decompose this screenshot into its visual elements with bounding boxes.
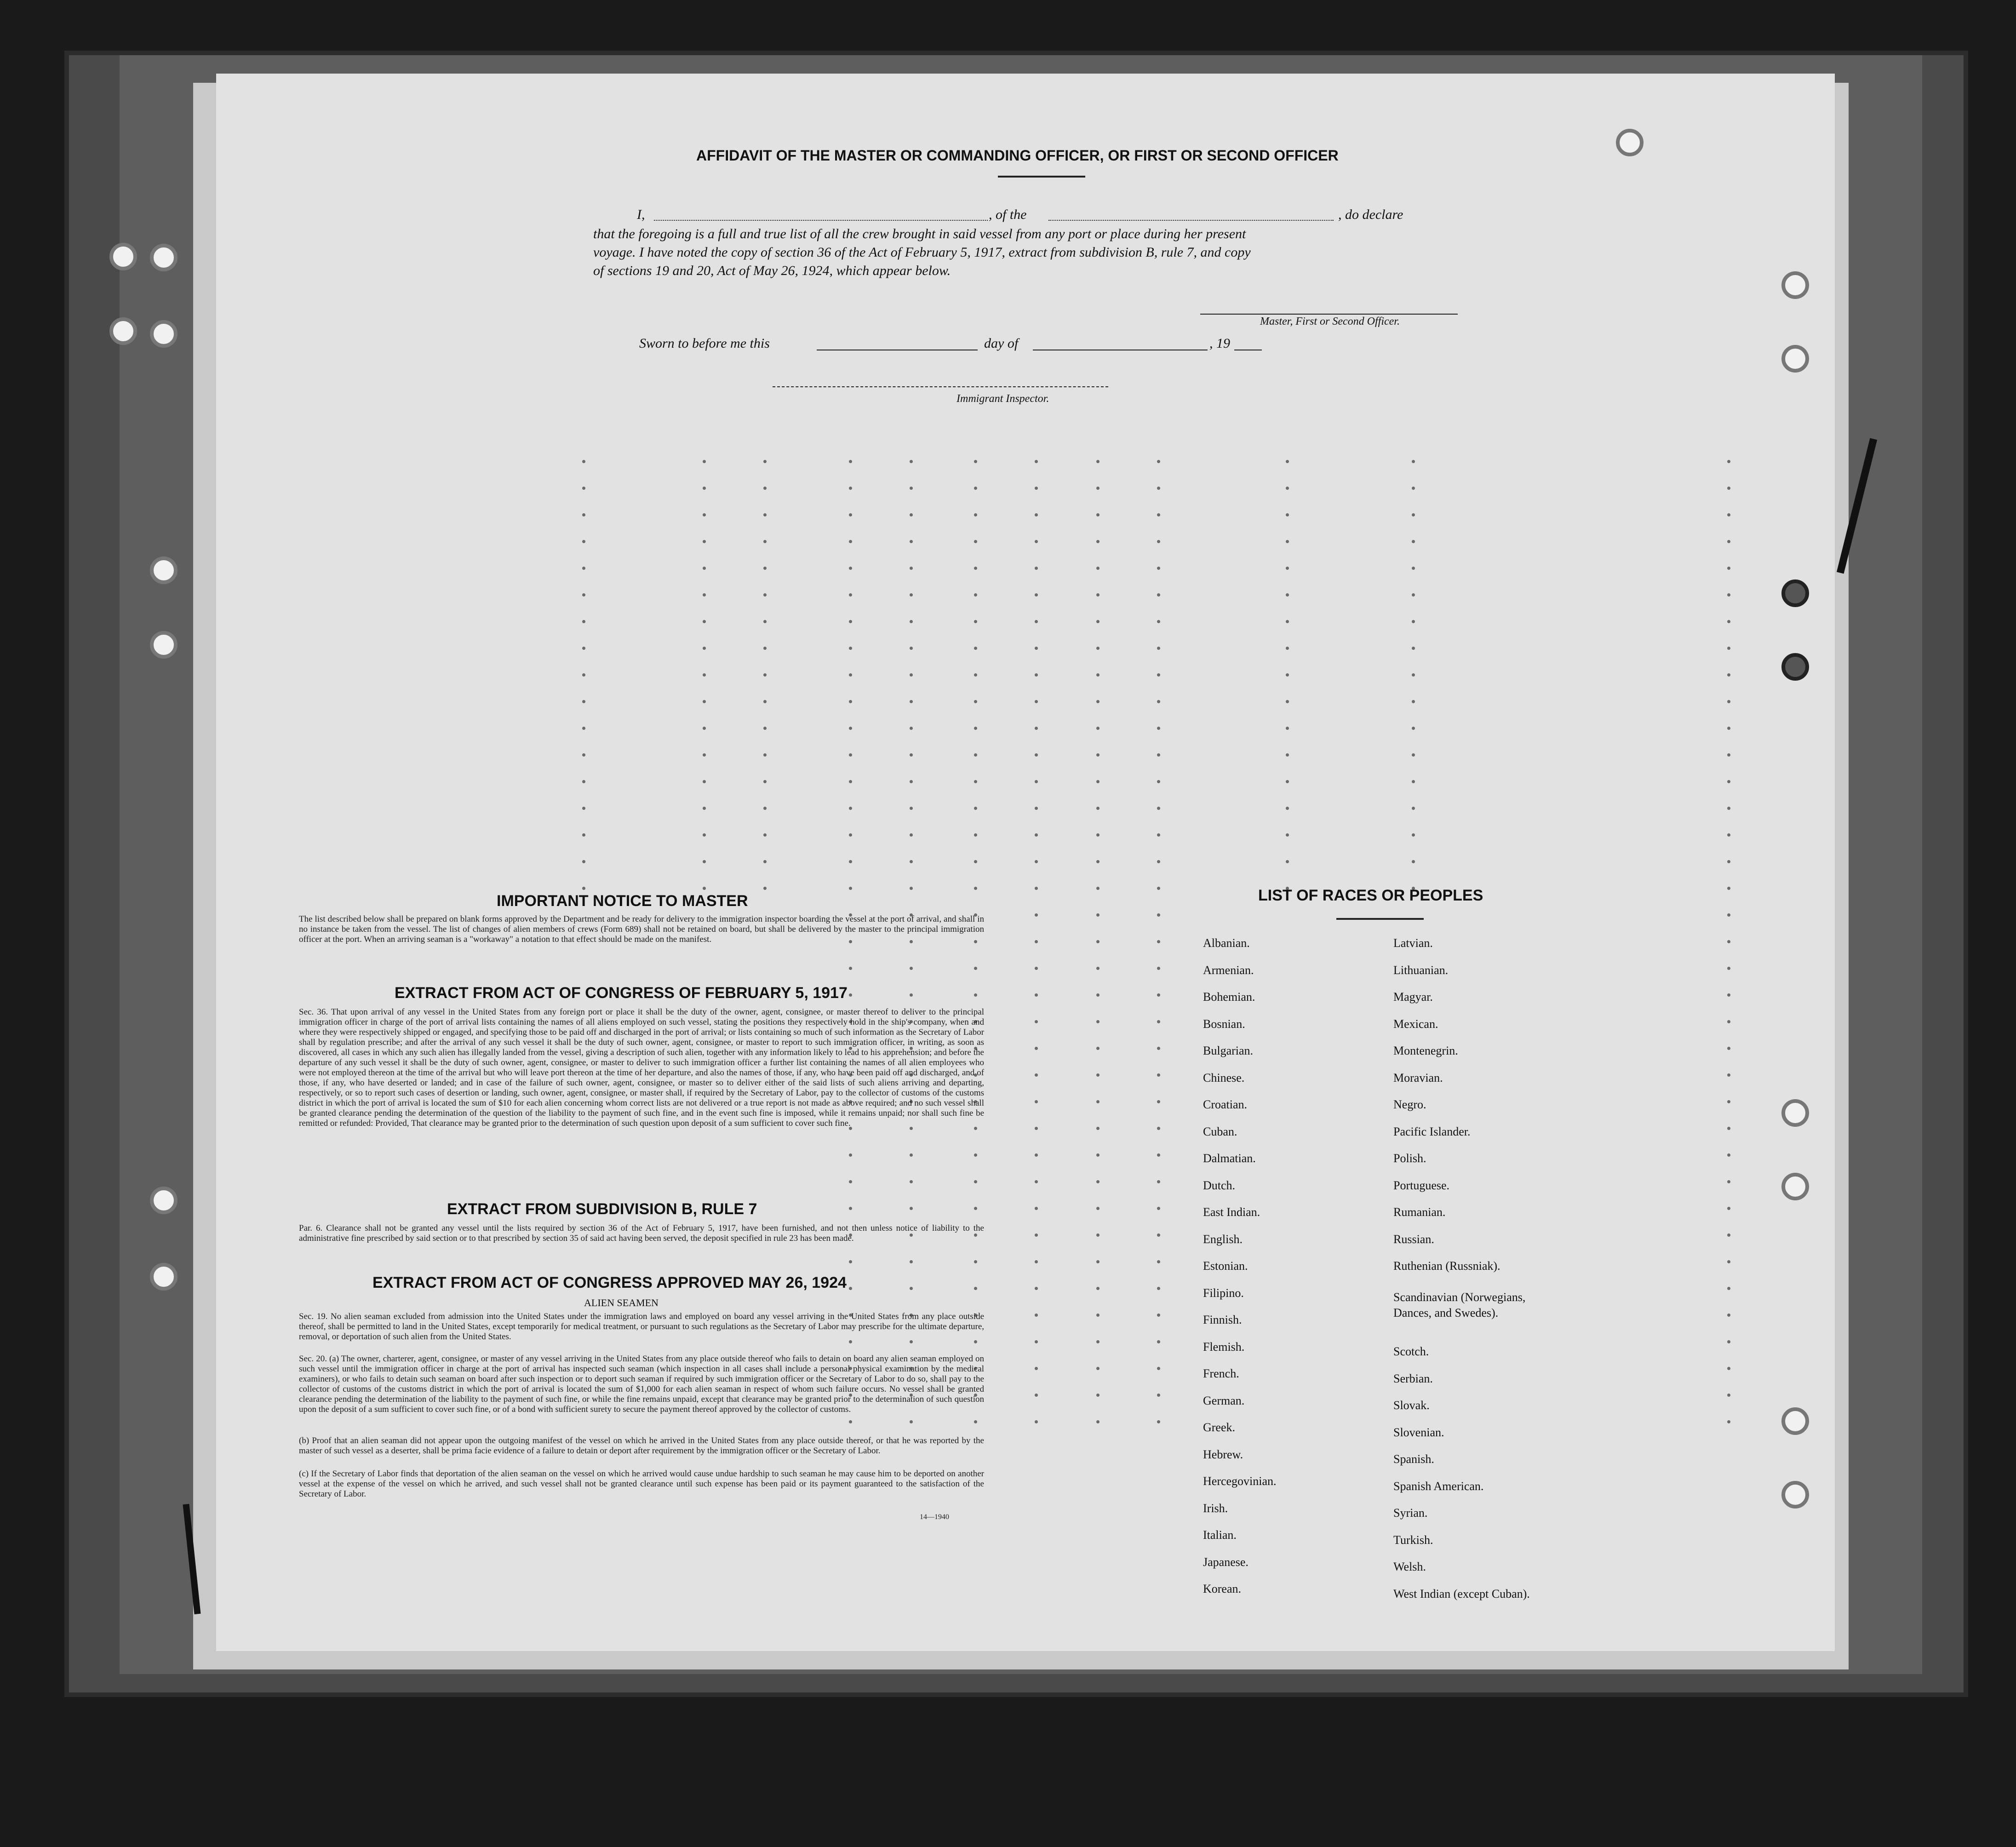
binder-hole (150, 1187, 178, 1214)
binder-hole (150, 631, 178, 659)
race-item: Montenegrin. (1393, 1044, 1458, 1057)
guide-dots (849, 460, 853, 1447)
form-page (216, 74, 1835, 1651)
guide-dots (703, 460, 706, 913)
guide-dots (910, 460, 913, 1447)
race-item: Greek. (1203, 1421, 1236, 1434)
alien-seamen-subtitle: ALIEN SEAMEN (584, 1297, 659, 1308)
race-item: Hercegovinian. (1203, 1474, 1277, 1488)
race-item: Hebrew. (1203, 1447, 1243, 1461)
race-item: Croatian. (1203, 1098, 1248, 1111)
affidavit-line-2: that the foregoing is a full and true list of all the crew brought in said vessel from any port or place during her present (593, 226, 1246, 241)
vessel-blank (1048, 220, 1334, 221)
race-item: Syrian. (1393, 1506, 1428, 1520)
race-item: Negro. (1393, 1098, 1426, 1111)
binder-hole (109, 317, 137, 345)
race-item: Dalmatian. (1203, 1152, 1256, 1165)
declare-suffix: , do declare (1338, 207, 1403, 222)
race-item: Albanian. (1203, 936, 1250, 950)
races-title-rule (1336, 918, 1424, 920)
guide-dots (1286, 460, 1289, 913)
race-item: Spanish. (1393, 1452, 1434, 1466)
sec-19-body: Sec. 19. No alien seaman excluded from admission into the United States under the immigration laws and employed on board any vessel arriving in the United States from any place outside thereof, shall be permitted to land in the United States, except temporarily for medical treatment, or pursuant to such regulations as the Secretary of Labor may prescribe for the ultimate departure, removal, or deportation of such alien from the United States. (299, 1312, 984, 1342)
race-item: Finnish. (1203, 1313, 1242, 1326)
race-item: Bohemian. (1203, 990, 1255, 1004)
extract-1924-title: EXTRACT FROM ACT OF CONGRESS APPROVED MAY 26, 1924 (372, 1274, 847, 1291)
guide-dots (763, 460, 767, 913)
race-item: Magyar. (1393, 990, 1433, 1004)
race-item: Pacific Islander. (1393, 1124, 1471, 1138)
guide-dots (1727, 460, 1731, 1447)
race-item: Portuguese. (1393, 1178, 1450, 1192)
guide-dots (974, 460, 978, 1447)
subdivision-b-body: Par. 6. Clearance shall not be granted any vessel until the lists required by section 36 of the Act of February 5, 1917, have been furnished, and not then unless notice of liability to the administrative fine prescribed by said section or to that prescribed by section 35 of said act having been served, the deposit specified in rule 23 has been made. (299, 1223, 984, 1243)
race-item: West Indian (except Cuban). (1393, 1587, 1530, 1600)
title-rule (998, 176, 1085, 178)
binder-hole (150, 320, 178, 348)
race-item: Italian. (1203, 1528, 1237, 1542)
binder-hole (150, 1263, 178, 1291)
race-item: Spanish American. (1393, 1479, 1484, 1493)
page-hole (1781, 271, 1809, 299)
guide-dots (1035, 460, 1038, 1447)
master-signature-label: Master, First or Second Officer. (1260, 315, 1400, 327)
sec-20b-body: (b) Proof that an alien seaman did not appear upon the outgoing manifest of the vessel on which he arrived in the United States from any place outside thereof, or that he was reported by the master of such vessel as a deserter, shall be prima facie evidence of a failure to detain or deport after requirement by the immigration officer or the Secretary of Labor. (299, 1436, 984, 1456)
guide-dots (1096, 460, 1100, 1447)
race-item: Cuban. (1203, 1124, 1237, 1138)
page-hole (1781, 1481, 1809, 1509)
guide-dots (582, 460, 586, 913)
race-item: German. (1203, 1394, 1245, 1407)
sworn-prefix: Sworn to before me this (639, 336, 770, 351)
race-item: Dutch. (1203, 1178, 1236, 1192)
race-item: English. (1203, 1232, 1243, 1246)
race-item: Flemish. (1203, 1340, 1245, 1354)
race-item: Japanese. (1203, 1555, 1249, 1569)
race-item: Mexican. (1393, 1017, 1438, 1031)
page-hole (1616, 129, 1644, 156)
race-item: Filipino. (1203, 1286, 1244, 1300)
affidavit-line-4: of sections 19 and 20, Act of May 26, 1924, which appear below. (593, 263, 951, 278)
race-item: Slovak. (1393, 1399, 1430, 1412)
sec-20a-body: Sec. 20. (a) The owner, charterer, agent, consignee, or master of any vessel arriving in the United States from any place outside thereof who fails to detain on board any alien seaman employed on such vessel until the immigration officer in charge at the port of arrival has inspected such seaman (which inspection in all cases shall include a personal physical examination by the medical examiners), or who fails to detain such seaman on board after such inspection or to deport such seaman if required by such immigration officer or the Secretary of Labor to do so, shall pay to the collector of customs of the customs district in which the port of arrival is located the sum of $1,000 for each alien seaman in respect of whom such failure occurs. No vessel shall be granted clearance pending the determination of the liability to the payment of such fine, or while the fine remains unpaid, except that clearance may be granted prior to the determination of such question upon the deposit of a sum sufficient to cover such fine, or of a bond with sufficient surety to secure the payment thereof approved by the collector of customs. (299, 1354, 984, 1414)
race-item: French. (1203, 1367, 1239, 1380)
race-item: Polish. (1393, 1152, 1426, 1165)
sworn-day-of: day of (984, 336, 1019, 351)
subdivision-b-title: EXTRACT FROM SUBDIVISION B, RULE 7 (447, 1200, 757, 1218)
inspector-signature-line (773, 386, 1108, 387)
race-item: Bulgarian. (1203, 1044, 1254, 1057)
page-hole (1781, 579, 1809, 607)
page-hole (1781, 1099, 1809, 1127)
inspector-label: Immigrant Inspector. (956, 393, 1049, 405)
race-item: Scotch. (1393, 1345, 1429, 1358)
race-item: Rumanian. (1393, 1205, 1446, 1219)
binder-hole (109, 243, 137, 270)
page-hole (1781, 1407, 1809, 1435)
page-hole (1781, 345, 1809, 373)
sec-20c-body: (c) If the Secretary of Labor finds that deportation of the alien seaman on the vessel on which he arrived would cause undue hardship to such seaman he may cause him to be deported on another vessel at the expense of the vessel on which he arrived, and such vessel shall not be granted clearance until such expense has been paid or its payment guaranteed to the satisfaction of the Secretary of Labor. (299, 1469, 984, 1499)
form-number: 14—1940 (920, 1513, 949, 1521)
race-item: Serbian. (1393, 1371, 1433, 1385)
declare-of-the: , of the (989, 207, 1027, 222)
race-item: Irish. (1203, 1501, 1228, 1515)
page-hole (1781, 1173, 1809, 1200)
race-item: Dances, and Swedes). (1393, 1306, 1499, 1319)
guide-dots (1412, 460, 1415, 913)
notice-title: IMPORTANT NOTICE TO MASTER (497, 892, 748, 910)
race-item: Scandinavian (Norwegians, (1393, 1291, 1526, 1304)
race-item: Welsh. (1393, 1560, 1426, 1573)
race-item: Slovenian. (1393, 1425, 1444, 1439)
race-item: Turkish. (1393, 1533, 1433, 1547)
race-item: Moravian. (1393, 1071, 1443, 1084)
race-item: Ruthenian (Russniak). (1393, 1259, 1501, 1273)
notice-body: The list described below shall be prepared on blank forms approved by the Department and be ready for delivery to the immigration inspector boarding the vessel at the port of arrival, and shall in no instance be taken from the vessel. The list of changes of alien members of crews (Form 689) shall not be retained on board, but shall be delivered by the master to the principal immigration officer at the port. When an arriving seaman is a "workaway" a notation to that effect should be made on the manifest. (299, 914, 984, 944)
race-item: Armenian. (1203, 963, 1254, 977)
race-item: Korean. (1203, 1582, 1242, 1595)
races-title: LIST OF RACES OR PEOPLES (1258, 887, 1483, 904)
master-signature-line (1200, 314, 1458, 315)
binder-hole (150, 556, 178, 584)
race-item: Russian. (1393, 1232, 1434, 1246)
race-item: Chinese. (1203, 1071, 1245, 1084)
declare-prefix: I, (637, 207, 645, 222)
race-item: Bosnian. (1203, 1017, 1245, 1031)
race-item: Lithuanian. (1393, 963, 1449, 977)
race-item: Estonian. (1203, 1259, 1248, 1273)
race-item: Latvian. (1393, 936, 1433, 950)
guide-dots (1157, 460, 1161, 1447)
race-item: East Indian. (1203, 1205, 1260, 1219)
affidavit-title: AFFIDAVIT OF THE MASTER OR COMMANDING OFFICER, OR FIRST OR SECOND OFFICER (696, 147, 1339, 164)
extract-1917-title: EXTRACT FROM ACT OF CONGRESS OF FEBRUARY 5, 1917 (395, 984, 848, 1002)
extract-1917-body: Sec. 36. That upon arrival of any vessel in the United States from any foreign port or place it shall be the duty of the owner, agent, consignee, or master thereof to deliver to the principal immigration officer in charge of the port of arrival lists containing the names of all aliens employed on such vessel, stating the positions they respectively hold in the ship's company, when and where they were respectively shipped or engaged, and specifying those to be paid off and discharged in the port of arrival; or lists containing so much of such information as the Secretary of Labor shall by regulation prescribe; and after the arrival of any such vessel it shall be the duty of such owner, agent, consignee, or master to report to such immigration officer, in writing, as soon as discovered, all cases in which any such alien has illegally landed from the vessel, giving a description of such alien, together with any information likely to lead to his apprehension; and before the departure of any such vessel it shall be the duty of such owner, agent, consignee, or master to deliver to such immigration officer a further list containing the names of all alien employees who were not employed thereon at the time of the arrival but who will leave port thereon at the time of her departure, and also the names of those, if any, who have been paid off and discharged, and of those, if any, who have deserted or landed; and in case of the failure of such owner, agent, consignee, or master so to deliver either of the said lists of such aliens arriving and departing, respectively, or so to report such cases of desertion or landing, such owner, agent, consignee, or master shall, if required by the Secretary of Labor, pay to the collector of customs of the customs district in which the port of arrival is located the sum of $10 for each alien concerning whom correct lists are not delivered or a true report is not made as above required; and no such vessel shall be granted clearance pending the determination of the question of the liability to the payment of such fine, and in the event such fine is imposed, while it remains unpaid; nor shall such fine be remitted or refunded: Provided, That clearance may be granted prior to the determination of such question upon deposit of a sum sufficient to cover such fine. (299, 1007, 984, 1128)
sworn-year: , 19 (1209, 336, 1230, 351)
affidavit-line-3: voyage. I have noted the copy of section 36 of the Act of February 5, 1917, extract from subdivision B, rule 7, and copy (593, 245, 1251, 260)
page-hole (1781, 653, 1809, 681)
binder-hole (150, 244, 178, 271)
name-blank (654, 220, 988, 221)
